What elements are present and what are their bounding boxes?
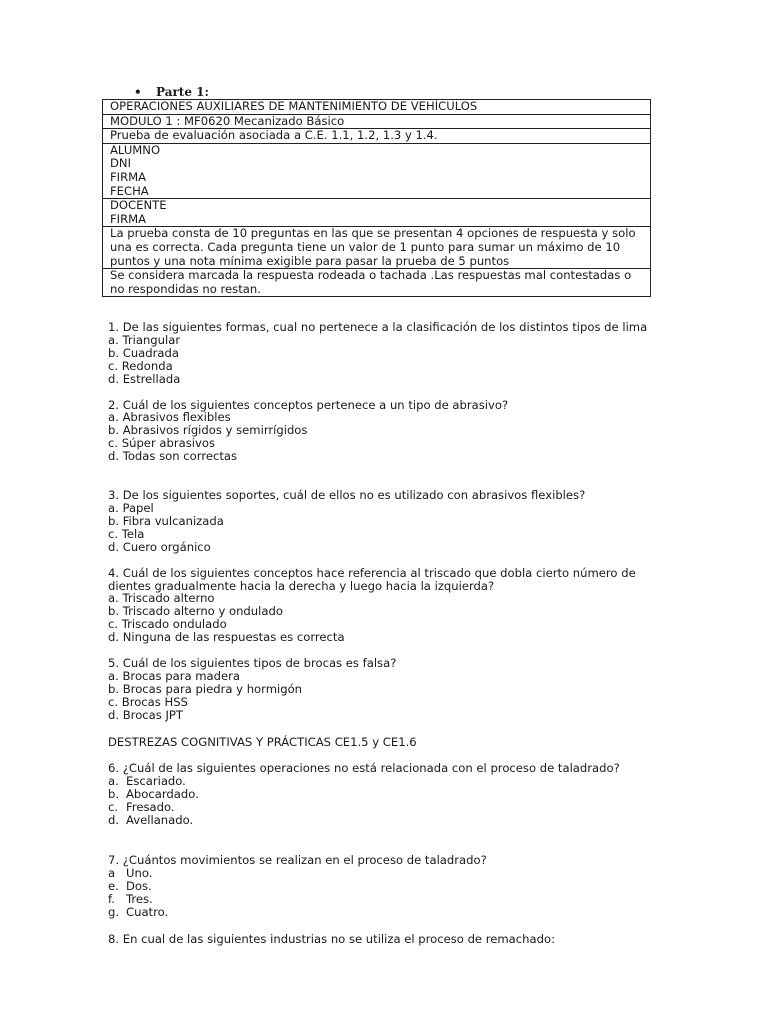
answer-option[interactable]: c. Brocas HSS xyxy=(108,694,188,709)
answer-option[interactable] xyxy=(108,867,668,880)
answer-option[interactable]: c. Súper abrasivos xyxy=(108,436,215,451)
answer-option-text: Dos. xyxy=(126,878,152,893)
part-heading-label: Parte 1: xyxy=(156,85,209,99)
answer-option[interactable]: a. Triscado alterno xyxy=(108,591,215,606)
header-cell-line: La prueba consta de 10 preguntas en las que se presentan 4 opciones de respuesta y solo xyxy=(110,226,636,241)
question-item xyxy=(108,762,668,827)
header-cell xyxy=(103,269,651,297)
question-item xyxy=(108,854,668,919)
header-row xyxy=(103,269,651,297)
header-row xyxy=(103,114,651,129)
questions-part-2 xyxy=(108,762,668,945)
header-cell-line: DNI xyxy=(110,156,132,171)
answer-option[interactable]: c. Redonda xyxy=(108,358,173,373)
answer-option[interactable]: a. Brocas para madera xyxy=(108,668,241,683)
answer-option[interactable]: d. Ninguna de las respuestas es correcta xyxy=(108,630,345,645)
header-row xyxy=(103,199,651,227)
questions-list xyxy=(108,321,668,945)
question-item xyxy=(108,489,668,554)
question-text: 2. Cuál de los siguientes conceptos pertenece a un tipo de abrasivo? xyxy=(108,397,509,412)
answer-option-letter: b. xyxy=(108,787,120,802)
answer-option[interactable]: d. Cuero orgánico xyxy=(108,539,211,554)
answer-option-text: Uno. xyxy=(126,865,153,880)
answer-option[interactable]: b. Abrasivos rígidos y semirrígidos xyxy=(108,423,308,438)
header-cell-line: FECHA xyxy=(110,183,149,198)
answer-option[interactable]: d. Estrellada xyxy=(108,371,181,386)
answer-option-letter: g. xyxy=(108,904,120,919)
part-heading xyxy=(134,85,209,99)
header-cell xyxy=(103,199,651,227)
answer-option[interactable]: b. Brocas para piedra y hormigón xyxy=(108,681,303,696)
question-text: dientes gradualmente hacia la derecha y luego hacia la izquierda? xyxy=(108,578,495,593)
header-cell xyxy=(103,143,651,198)
answer-option[interactable]: b. Cuadrada xyxy=(108,345,179,360)
answer-option[interactable] xyxy=(108,788,668,801)
answer-option[interactable]: c. Tela xyxy=(108,526,145,541)
header-cell-line: Se considera marcada la respuesta rodeada o tachada .Las respuestas mal contestadas o xyxy=(110,268,632,283)
header-cell-line: FIRMA xyxy=(110,169,147,184)
bullet-icon: • xyxy=(134,85,142,99)
answer-option[interactable]: b. Triscado alterno y ondulado xyxy=(108,604,283,619)
answer-option[interactable]: c. Triscado ondulado xyxy=(108,617,227,632)
header-cell-line: ALUMNO xyxy=(110,142,161,157)
answer-option[interactable]: a. Abrasivos flexibles xyxy=(108,410,231,425)
header-cell xyxy=(103,114,651,129)
header-row xyxy=(103,143,651,198)
header-cell-line: OPERACIONES AUXILIARES DE MANTENIMIENTO DE VEHÍCULOS xyxy=(110,99,478,113)
answer-option-letter: d. xyxy=(108,813,120,828)
answer-option-text: Avellanado. xyxy=(126,813,194,828)
answer-option[interactable] xyxy=(108,893,668,906)
answer-option-text: Abocardado. xyxy=(126,787,199,802)
answer-option[interactable]: d. Brocas JPT xyxy=(108,707,183,722)
question-item xyxy=(108,399,668,464)
header-cell-line: FIRMA xyxy=(110,211,147,226)
question-text: 8. En cual de las siguientes industrias no se utiliza el proceso de remachado: xyxy=(108,931,555,946)
question-item xyxy=(108,567,668,644)
question-text: 7. ¿Cuántos movimientos se realizan en el proceso de taladrado? xyxy=(108,853,487,867)
answer-option[interactable] xyxy=(108,814,668,827)
answer-option[interactable] xyxy=(108,880,668,893)
header-cell xyxy=(103,100,651,115)
header-cell-line: MODULO 1 : MF0620 Mecanizado Básico xyxy=(110,113,345,128)
question-text: 3. De los siguientes soportes, cuál de ellos no es utilizado con abrasivos flexibles? xyxy=(108,488,586,503)
questions-part-1 xyxy=(108,321,668,722)
answer-option-text: Cuatro. xyxy=(126,904,169,919)
answer-option[interactable]: a. Triangular xyxy=(108,332,181,347)
section-title-block xyxy=(108,736,668,749)
header-cell xyxy=(103,227,651,269)
answer-option-letter: c. xyxy=(108,800,119,815)
answer-option[interactable]: d. Todas son correctas xyxy=(108,449,238,464)
header-row xyxy=(103,100,651,115)
header-table xyxy=(102,99,651,297)
header-cell-line: DOCENTE xyxy=(110,198,167,213)
answer-option-letter: f. xyxy=(108,891,115,906)
header-row xyxy=(103,227,651,269)
answer-option[interactable]: a. Papel xyxy=(108,500,154,515)
answer-option[interactable] xyxy=(108,906,668,919)
header-row xyxy=(103,129,651,144)
question-item xyxy=(108,657,668,722)
header-cell-line: no respondidas no restan. xyxy=(110,281,261,296)
section-title: DESTREZAS COGNITIVAS Y PRÁCTICAS CE1.5 y CE1.6 xyxy=(108,734,417,749)
answer-option-text: Escariado. xyxy=(126,774,186,789)
header-cell-line: puntos y una nota mínima exigible para pasar la prueba de 5 puntos xyxy=(110,253,510,268)
question-text: 1. De las siguientes formas, cual no pertenece a la clasificación de los distintos tipos de lima xyxy=(108,320,648,334)
answer-option-text: Fresado. xyxy=(126,800,175,815)
header-cell xyxy=(103,129,651,144)
question-text: 6. ¿Cuál de las siguientes operaciones no está relacionada con el proceso de taladrado? xyxy=(108,761,620,776)
question-item xyxy=(108,933,668,946)
question-item xyxy=(108,321,668,386)
answer-option-letter: a xyxy=(108,865,116,880)
answer-option-letter: a. xyxy=(108,774,119,789)
answer-option-text: Tres. xyxy=(126,891,153,906)
question-text: 4. Cuál de los siguientes conceptos hace referencia al triscado que dobla cierto número de xyxy=(108,565,636,580)
header-cell-line: Prueba de evaluación asociada a C.E. 1.1, 1.2, 1.3 y 1.4. xyxy=(110,128,438,143)
question-text: 5. Cuál de los siguientes tipos de brocas es falsa? xyxy=(108,656,397,671)
answer-option[interactable]: b. Fibra vulcanizada xyxy=(108,513,224,528)
header-cell-line: una es correcta. Cada pregunta tiene un valor de 1 punto para sumar un máximo de 10 xyxy=(110,239,621,254)
answer-option-letter: e. xyxy=(108,878,119,893)
